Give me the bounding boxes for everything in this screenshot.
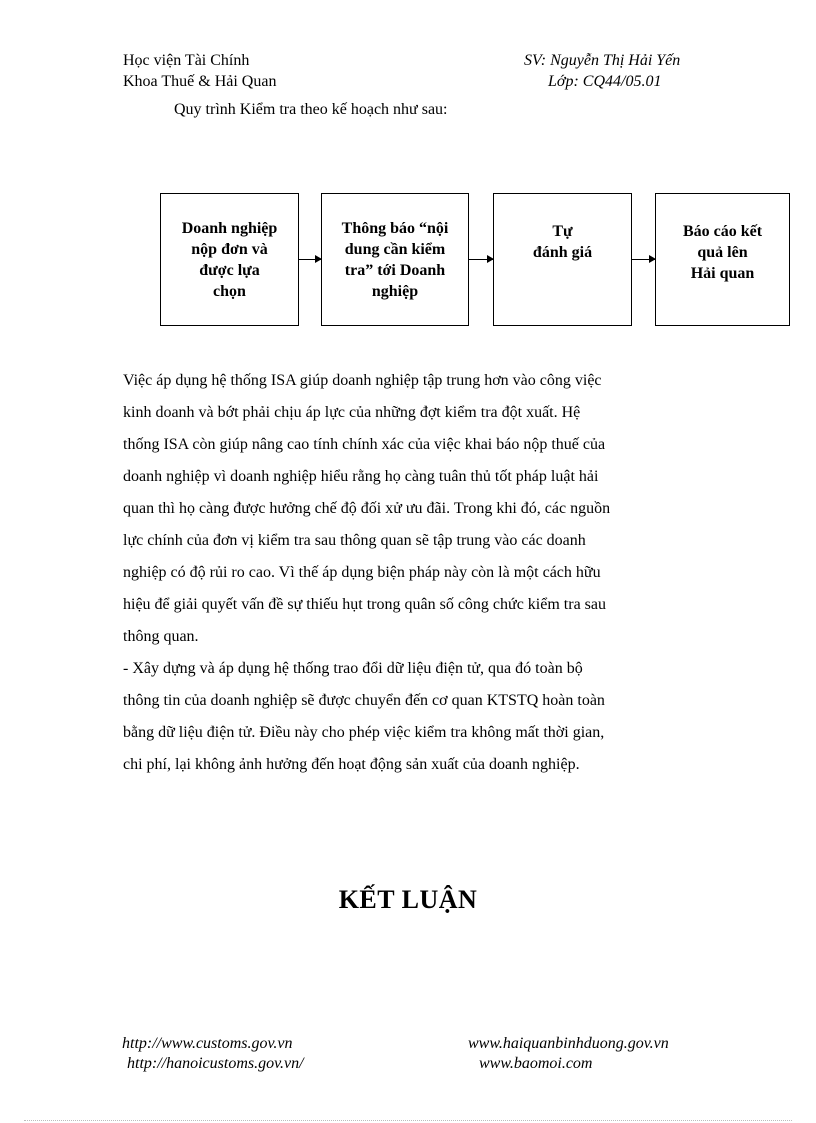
flow-step-line: tra” tới Doanh [344, 261, 446, 279]
flow-step-line: Doanh nghiệp [181, 219, 278, 237]
footer-link-hanoicustoms: http://hanoicustoms.gov.vn/ [127, 1055, 304, 1072]
arrow-right-icon [299, 259, 321, 260]
header-class: Lớp: CQ44/05.01 [548, 73, 662, 90]
text-line: lực chính của đơn vị kiểm tra sau thông quan sẽ tập trung vào các doanh [123, 532, 586, 549]
arrow-right-icon [632, 259, 655, 260]
text-line: kinh doanh và bớt phải chịu áp lực của những đợt kiểm tra đột xuất. Hệ [123, 404, 581, 421]
flow-step-line: chọn [213, 282, 246, 300]
text-line: nghiệp có độ rủi ro cao. Vì thế áp dụng biện pháp này còn là một cách hữu [123, 564, 601, 581]
text-line: bằng dữ liệu điện tử. Điều này cho phép việc kiểm tra không mất thời gian, [123, 724, 605, 741]
flow-step-line: đánh giá [532, 244, 593, 261]
flow-step-self-assess [493, 193, 632, 326]
text-line: hiệu để giải quyết vấn đề sự thiếu hụt trong quân số công chức kiểm tra sau [123, 596, 606, 613]
footer-link-customs: http://www.customs.gov.vn [122, 1035, 293, 1052]
flow-step-line: Tự [552, 223, 573, 240]
text-line: doanh nghiệp vì doanh nghiệp hiểu rằng họ càng tuân thủ tốt pháp luật hải [123, 468, 599, 485]
footer-link-baomoi: www.baomoi.com [479, 1055, 593, 1072]
page-bottom-divider [24, 1120, 792, 1121]
flow-step-notify [321, 193, 469, 326]
flow-step-line: Báo cáo kết [682, 223, 763, 240]
flow-step-line: Hải quan [690, 265, 755, 282]
flow-step-line: dung cần kiểm [344, 240, 446, 258]
text-line: Việc áp dụng hệ thống ISA giúp doanh nghiệp tập trung hơn vào công việc [123, 372, 602, 389]
intro-text: Quy trình Kiểm tra theo kế hoạch như sau: [174, 101, 448, 118]
flow-step-line: nghiệp [371, 282, 419, 300]
header-school: Học viện Tài Chính [123, 52, 250, 69]
footer-link-haiquanbinhduong: www.haiquanbinhduong.gov.vn [468, 1035, 669, 1052]
flow-step-report [655, 193, 790, 326]
text-line: thống ISA còn giúp nâng cao tính chính xác của việc khai báo nộp thuế của [123, 436, 606, 453]
flow-step-line: được lựa [199, 261, 260, 279]
header-faculty: Khoa Thuế & Hải Quan [123, 73, 277, 90]
text-line: quan thì họ càng được hưởng chế độ đối xử ưu đãi. Trong khi đó, các nguồn [123, 500, 611, 517]
text-line: thông quan. [123, 628, 199, 645]
flow-step-apply [160, 193, 299, 326]
arrow-right-icon [469, 259, 493, 260]
flow-step-line: quả lên [697, 244, 748, 261]
flow-step-line: Thông báo “nội [341, 219, 449, 237]
text-line: - Xây dựng và áp dụng hệ thống trao đổi dữ liệu điện tử, qua đó toàn bộ [123, 660, 583, 677]
flow-step-line: nộp đơn và [191, 240, 268, 258]
text-line: thông tin của doanh nghiệp sẽ được chuyển đến cơ quan KTSTQ hoàn toàn [123, 692, 605, 709]
conclusion-heading: KẾT LUẬN [338, 885, 478, 914]
text-line: chi phí, lại không ảnh hưởng đến hoạt động sản xuất của doanh nghiệp. [123, 756, 580, 773]
header-student: SV: Nguyễn Thị Hải Yến [524, 52, 681, 69]
